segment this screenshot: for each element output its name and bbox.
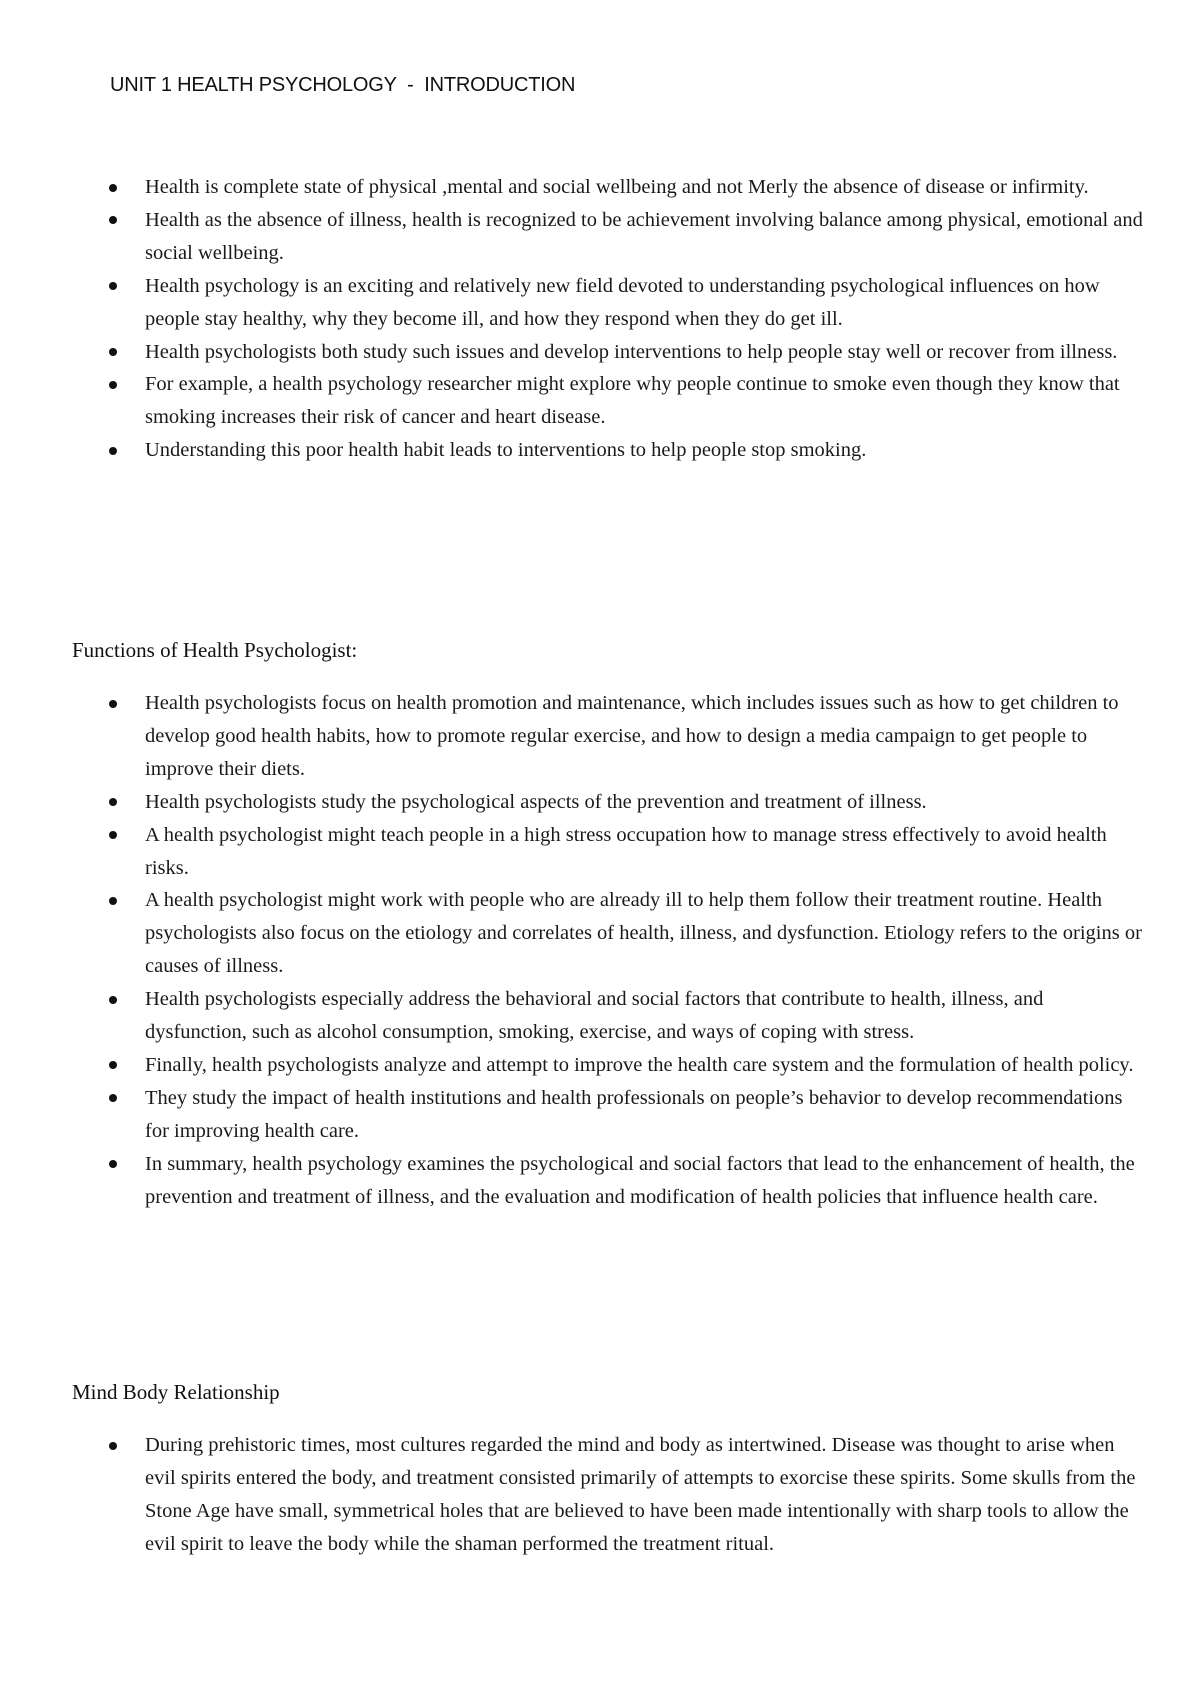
bullet-icon [109, 184, 117, 192]
list-item [0, 270, 1145, 336]
list-item-text: Health psychologists especially address the behavioral and social factors that contribute to health, illness, and dysfunction, such as alcohol consumption, smoking, exercise, and ways of coping with stress. [145, 988, 1044, 1044]
list-item-text: They study the impact of health institutions and health professionals on people’s behavior to develop recommendations for improving health care. [145, 1086, 1123, 1142]
list-item-text: Health psychologists study the psychological aspects of the prevention and treatment of illness. [145, 790, 927, 813]
list-item [0, 786, 1145, 819]
list-item-text: Health psychologists focus on health promotion and maintenance, which includes issues such as how to get children to develop good health habits, how to promote regular exercise, and how to design a media campaign to get people to improve their diets. [145, 692, 1119, 780]
list-item-text: Health is complete state of physical ,mental and social wellbeing and not Merly the absence of disease or infirmity. [145, 176, 1089, 198]
bullet-icon [109, 996, 117, 1004]
list-item-text: Understanding this poor health habit leads to interventions to help people stop smoking. [145, 439, 867, 462]
list-item [0, 1082, 1145, 1148]
list-item-text: A health psychologist might teach people in a high stress occupation how to manage stress effectively to avoid health risks. [145, 823, 1107, 879]
bullet-icon [109, 897, 117, 905]
bullet-icon [109, 700, 117, 708]
list-item-text: In summary, health psychology examines the psychological and social factors that lead to the enhancement of health, the prevention and treatment of illness, and the evaluation and modification of health policies that influence health care. [145, 1152, 1135, 1208]
list-item [0, 983, 1145, 1049]
list-item [0, 1429, 1145, 1561]
list-item-text: Health as the absence of illness, health is recognized to be achievement involving balance among physical, emotional and social wellbeing. [145, 208, 1143, 264]
list-item-text: During prehistoric times, most cultures regarded the mind and body as intertwined. Disease was thought to arise when evil spirits entered the body, and treatment consisted primarily of attempts to exorcise these spirits. Some skulls from the Stone Age have small, symmetrical holes that are believed to have been made intentionally with sharp tools to allow the evil spirit to leave the body while the shaman performed the treatment ritual. [145, 1434, 1136, 1555]
list-item [0, 884, 1145, 983]
section-heading-mind-body: Mind Body Relationship [72, 1380, 280, 1404]
list-item-text: A health psychologist might work with people who are already ill to help them follow their treatment routine. Health psychologists also focus on the etiology and correlates of health, illness, and dysfunction. Etiology refers to the origins or causes of illness. [145, 889, 1142, 978]
bullet-icon [109, 831, 117, 839]
list-item-text: Health psychologists both study such issues and develop interventions to help people stay well or recover from illness. [145, 340, 1118, 363]
list-item [0, 171, 1145, 204]
document-title: UNIT 1 HEALTH PSYCHOLOGY - INTRODUCTION [110, 74, 576, 96]
list-item-text: Finally, health psychologists analyze and attempt to improve the health care system and the formulation of health policy. [145, 1053, 1134, 1076]
list-item [0, 434, 1145, 467]
bullet-icon [109, 216, 117, 224]
list-item [0, 1049, 1145, 1082]
bullet-icon [109, 798, 117, 806]
bullet-icon [109, 1061, 117, 1069]
bullet-icon [109, 348, 117, 356]
bullet-icon [109, 447, 117, 455]
bullet-icon [109, 1094, 117, 1102]
list-item [0, 1148, 1145, 1214]
list-item [0, 368, 1145, 434]
list-item-text: Health psychology is an exciting and relatively new field devoted to understanding psychological influences on how people stay healthy, why they become ill, and how they respond when they do get ill. [145, 274, 1100, 330]
list-item [0, 687, 1145, 786]
list-item [0, 819, 1145, 885]
list-item [0, 336, 1145, 369]
list-item [0, 204, 1145, 270]
intro-bullet-list [0, 171, 1200, 467]
bullet-icon [109, 1160, 117, 1168]
functions-bullet-list [0, 687, 1200, 1214]
bullet-icon [109, 282, 117, 290]
bullet-icon [109, 381, 117, 389]
section-heading-functions: Functions of Health Psychologist: [72, 638, 358, 662]
bullet-icon [109, 1442, 117, 1450]
mind-body-bullet-list [0, 1429, 1200, 1561]
list-item-text: For example, a health psychology researcher might explore why people continue to smoke even though they know that smoking increases their risk of cancer and heart disease. [145, 373, 1120, 429]
